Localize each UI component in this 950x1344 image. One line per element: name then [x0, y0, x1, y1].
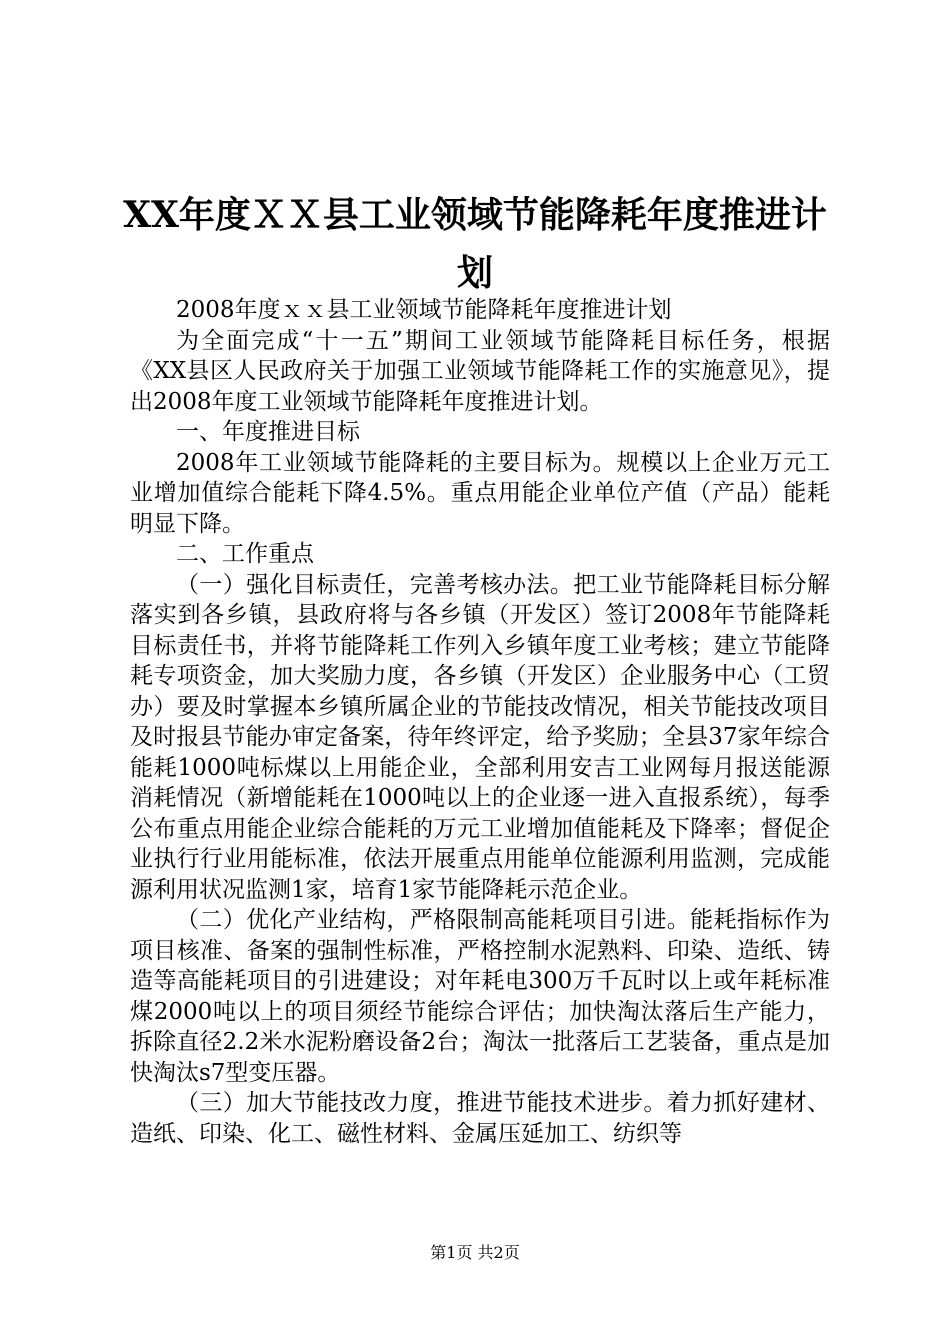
page-footer: 第1页 共2页	[430, 1243, 520, 1262]
priority-paragraph-2: （二）优化产业结构，严格限制高能耗项目引进。能耗指标作为项目核准、备案的强制性标准，严格控制水泥熟料、印染、造纸、铸造等高能耗项目的引进建设；对年耗电300万千瓦时以上或年耗标准煤2000吨以上的项目须经节能综合评估；加快淘汰落后生产能力，拆除直径2.2米水泥粉磨设备2台；淘汰一批落后工艺装备，重点是加快淘汰s7型变压器。	[130, 907, 830, 1086]
priority-paragraph-1: （一）强化目标责任，完善考核办法。把工业节能降耗目标分解落实到各乡镇，县政府将与各乡镇（开发区）签订2008年节能降耗目标责任书，并将节能降耗工作列入乡镇年度工业考核；建立节能降耗专项资金，加大奖励力度，各乡镇（开发区）企业服务中心（工贸办）要及时掌握本乡镇所属企业的节能技改情况，相关节能技改项目及时报县节能办审定备案，待年终评定，给予奖励；全县37家年综合能耗1000吨标煤以上用能企业，全部利用安吉工业网每月报送能源消耗情况（新增能耗在1000吨以上的企业逐一进入直报系统），每季公布重点用能企业综合能耗的万元工业增加值能耗及下降率；督促企业执行行业用能标准，依法开展重点用能单位能源利用监测，完成能源利用状况监测1家，培育1家节能降耗示范企业。	[130, 571, 830, 903]
subtitle-paragraph: 2008年度ｘｘ县工业领域节能降耗年度推进计划	[176, 297, 672, 323]
priority-paragraph-3: （三）加大节能技改力度，推进节能技术进步。着力抓好建材、造纸、印染、化工、磁性材料、金属压延加工、纺织等	[130, 1090, 830, 1147]
document-title: XX年度ＸＸ县工业领域节能降耗年度推进计划	[123, 194, 827, 294]
section-heading-goals: 一、年度推进目标	[176, 419, 360, 445]
goals-paragraph: 2008年工业领域节能降耗的主要目标为。规模以上企业万元工业增加值综合能耗下降4.5%。重点用能企业单位产值（产品）能耗明显下降。	[130, 449, 830, 537]
document-body	[130, 295, 830, 1149]
intro-paragraph: 为全面完成“十一五”期间工业领域节能降耗目标任务，根据《XX县区人民政府关于加强工业领域节能降耗工作的实施意见》，提出2008年度工业领域节能降耗年度推进计划。	[130, 327, 830, 415]
section-heading-priorities: 二、工作重点	[176, 541, 314, 567]
